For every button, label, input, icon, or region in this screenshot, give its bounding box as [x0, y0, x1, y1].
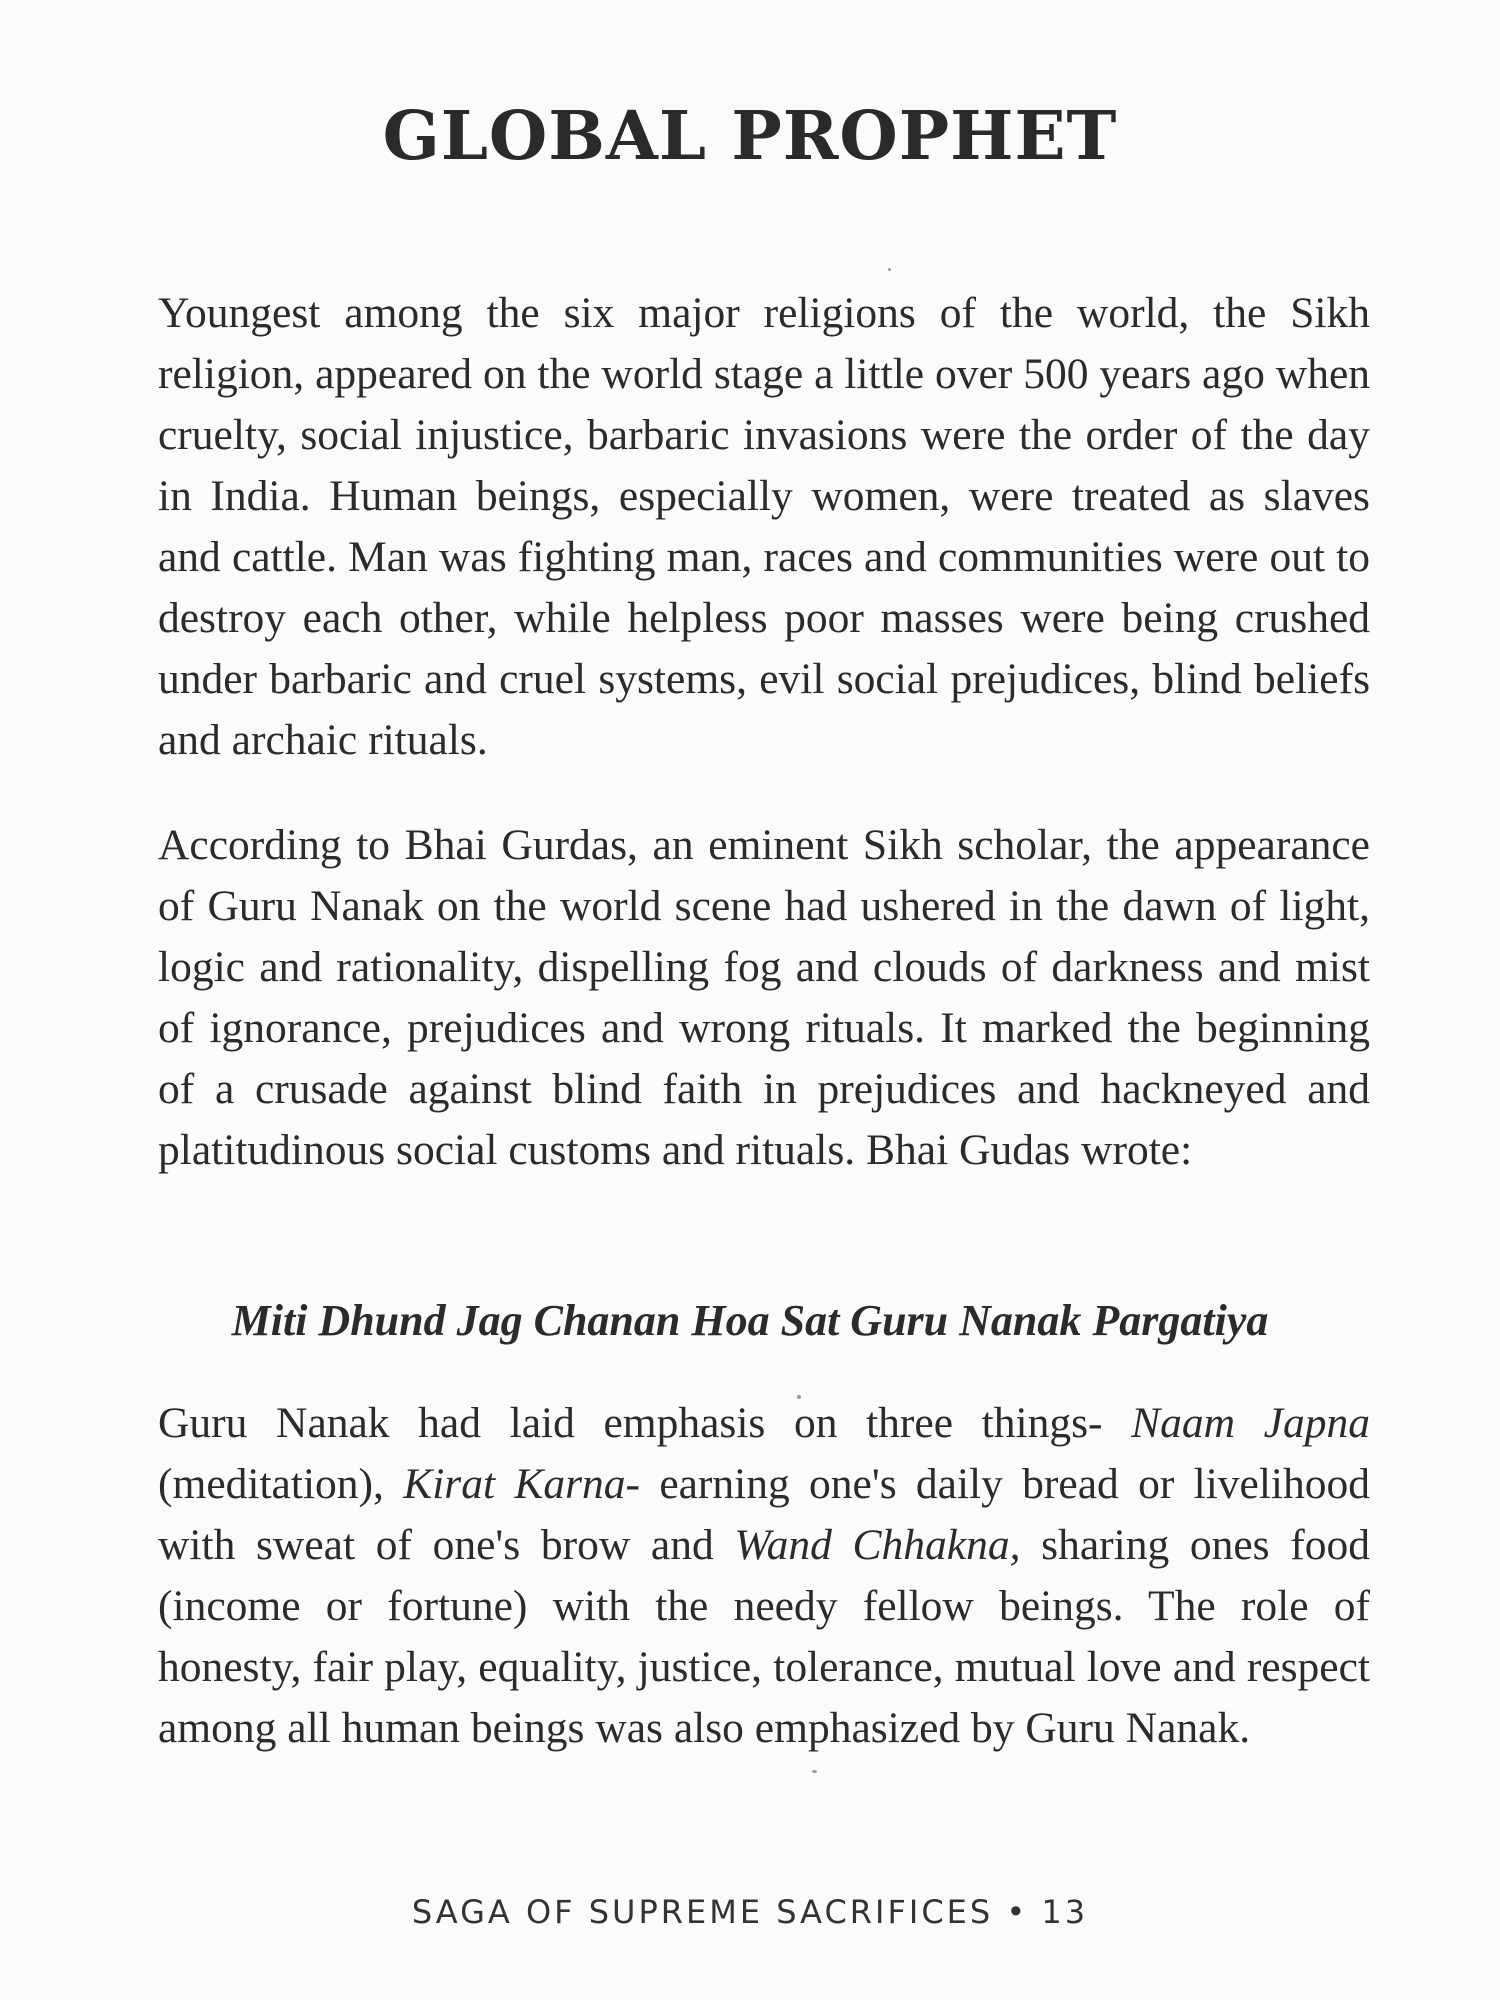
footer-separator: • [1006, 1893, 1029, 1931]
scan-speck [812, 1770, 817, 1773]
paragraph-2: According to Bhai Gurdas, an eminent Sikh scholar, the appearance of Guru Nanak on the world scene had ushered in the dawn of light, logic and rationality, dispelling fog and clouds of darkness and mist of ignorance, prejudices and wrong rituals. It marked the beginning of a crusade against blind faith in prejudices and hackneyed and platitudinous social customs and rituals. Bhai Gudas wrote: [158, 821, 1370, 1174]
paragraph-3-text-2: (meditation), [158, 1460, 404, 1508]
paragraph-3-text-1: Guru Nanak had laid emphasis on three things- [158, 1399, 1132, 1447]
scan-speck [888, 268, 891, 271]
quote-line: Miti Dhund Jag Chanan Hoa Sat Guru Nanak Pargatiya [231, 1296, 1269, 1345]
term-kirat-karna: Kirat Karna- [403, 1460, 641, 1508]
page-number: 13 [1041, 1893, 1089, 1931]
paragraph-3 [158, 1393, 1370, 1759]
paragraph-3-text-4: sharing ones food (income or fortune) with the needy fellow beings. The role of honesty, fair play, equality, justice, tolerance, mutual love and respect among all human beings was also emphasized by Guru Nanak. [158, 1521, 1370, 1752]
page-title: GLOBAL PROPHET [382, 96, 1118, 175]
term-naam-japna: Naam Japna [1131, 1399, 1370, 1447]
term-wand-chhakna: Wand Chhakna, [734, 1521, 1021, 1569]
page-footer [0, 1893, 1500, 1931]
paragraph-1: Youngest among the six major religions of the world, the Sikh religion, appeared on the world stage a little over 500 years ago when cruelty, social injustice, barbaric invasions were the order of the day in India. Human beings, especially women, were treated as slaves and cattle. Man was fighting man, races and communities were out to destroy each other, while helpless poor masses were being crushed under barbaric and cruel systems, evil social prejudices, blind beliefs and archaic rituals. [158, 289, 1370, 764]
footer-book-title: SAGA OF SUPREME SACRIFICES [411, 1893, 994, 1931]
paragraph-3-text-3: earning one's daily bread or livelihood with sweat of one's brow and [158, 1460, 1371, 1569]
scan-speck [797, 1395, 801, 1399]
